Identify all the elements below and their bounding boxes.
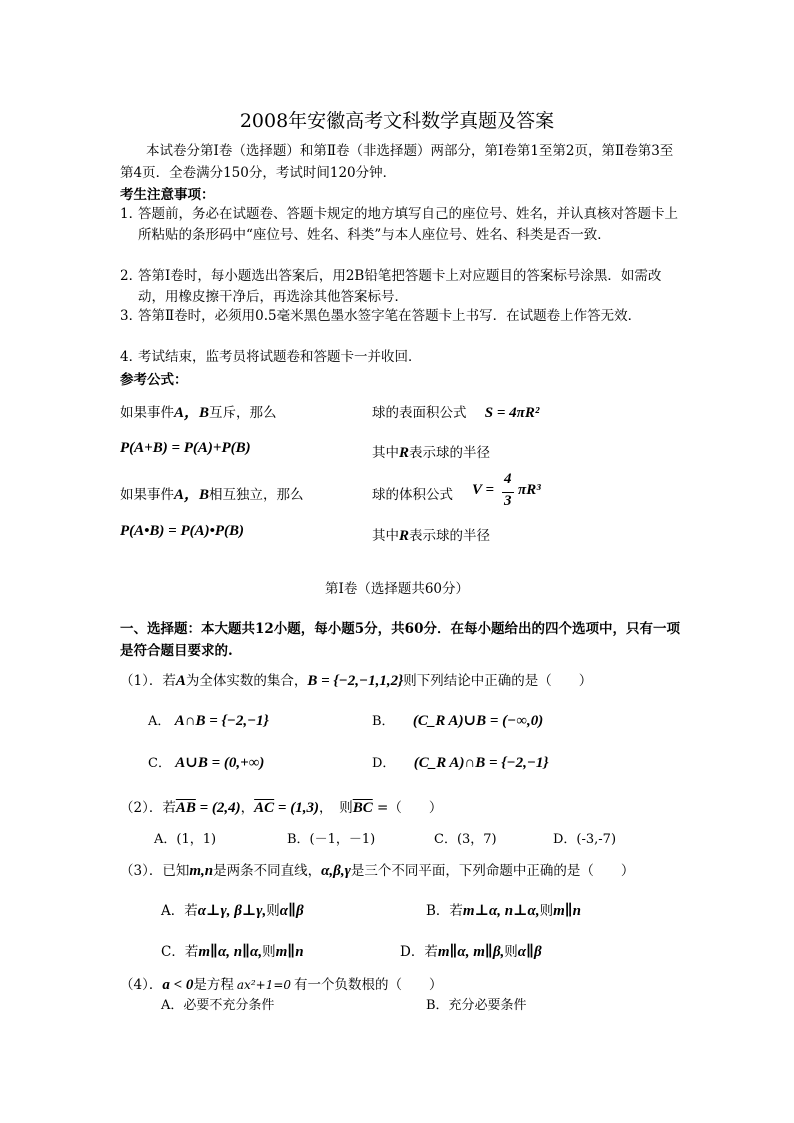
option-label: B． xyxy=(372,714,395,729)
formula-text: 球的表面积公式 xyxy=(372,405,467,421)
question-text: （4）． xyxy=(120,977,163,993)
option-formula: m∥n xyxy=(275,944,304,960)
question-3-stem xyxy=(120,859,634,880)
question-1-option-c xyxy=(148,752,264,772)
question-3-option-d xyxy=(400,940,542,961)
formula-text: 球的体积公式 xyxy=(372,487,453,503)
formula-exclusive-sum: P(A+B) = P(A)+P(B) xyxy=(120,440,251,456)
option-formula: (C_R A)∩B = {−2,−1} xyxy=(413,755,549,771)
vector-value: = (2,4) xyxy=(195,800,241,816)
vector-value: = (1,3) xyxy=(274,800,319,816)
formula-var: R xyxy=(399,445,410,461)
option-text: 则 xyxy=(539,903,554,919)
question-text: ， xyxy=(240,800,255,816)
formula-vars: A，B xyxy=(174,405,210,421)
page-title: 2008年安徽高考文科数学真题及答案 xyxy=(239,110,555,132)
section1-heading: 一、选择题：本大题共12小题，每小题5分，共60分．在每小题给出的四个选项中，只有一项是符合题目要求的. xyxy=(120,621,680,659)
option-formula: (C_R A)∪B = (−∞,0) xyxy=(412,713,544,729)
notice-number: 4． xyxy=(120,349,143,365)
question-text: 是两条不同直线， xyxy=(213,863,322,879)
notice-item xyxy=(120,204,680,246)
formula-text: 其中 xyxy=(372,445,399,461)
option-text: 则 xyxy=(262,944,276,960)
question-1-option-a xyxy=(148,710,269,730)
math-var: m,n xyxy=(189,863,214,879)
notice-text: 答第Ⅰ卷时，每小题选出答案后，用2B铅笔把答题卡上对应题目的答案标号涂黑．如需改动，用橡皮擦干净后，再选涂其他答案标号． xyxy=(138,268,662,305)
option-label: C． xyxy=(148,756,171,771)
question-text: 有一个负数根的（ ） xyxy=(294,977,443,993)
notice-item xyxy=(120,306,680,327)
formula-text: 如果事件 xyxy=(120,487,174,503)
math-set: B = {−2,−1,1,2} xyxy=(307,673,404,689)
notice-heading: 考生注意事项： xyxy=(120,187,215,203)
math-equation: ax²+1=0 xyxy=(236,978,292,992)
formula-lhs: V = xyxy=(472,482,495,498)
option-formula: m⊥α, n⊥α, xyxy=(462,903,540,919)
option-label: A．若 xyxy=(161,903,198,919)
fraction-numerator: 4 xyxy=(504,471,512,487)
formula-text: 表示球的半径 xyxy=(409,528,491,544)
question-3-option-c xyxy=(161,940,304,961)
option-text: 则 xyxy=(266,903,280,919)
question-2-option-b: B．(－1，－1) xyxy=(287,832,376,847)
notice-item xyxy=(120,347,680,368)
question-2-option-d: D．(-3,-7) xyxy=(553,832,617,847)
option-formula: α∥β xyxy=(279,903,304,919)
option-formula: A∪B = (0,+∞) xyxy=(175,755,265,771)
notice-number: 2． xyxy=(120,268,143,284)
math-condition: a < 0 xyxy=(162,977,194,993)
question-2-stem xyxy=(120,796,442,817)
question-4-option-b: B．充分必要条件 xyxy=(426,998,527,1013)
formulas-heading: 参考公式： xyxy=(120,372,188,388)
question-1-option-d xyxy=(372,752,549,772)
vector-ab: $\overline{AB}$ xyxy=(175,800,196,816)
option-formula: m∥n xyxy=(553,903,582,919)
notice-text: 答第Ⅱ卷时，必须用0.5毫米黑色墨水签字笔在答题卡上书写．在试题卷上作答无效． xyxy=(138,308,642,324)
question-1-stem xyxy=(120,669,592,690)
formula-right-4 xyxy=(372,524,490,545)
formula-text: 如果事件 xyxy=(120,405,174,421)
option-formula: m∥α, n∥α, xyxy=(198,944,263,960)
option-formula: α∥β xyxy=(517,944,542,960)
math-var: A xyxy=(175,673,186,689)
option-formula: α⊥γ, β⊥γ, xyxy=(197,903,267,919)
option-label: D． xyxy=(372,756,396,771)
option-text: 则 xyxy=(504,944,518,960)
option-label: D．若 xyxy=(400,944,438,960)
vector-bc: $\overline{BC}$ xyxy=(352,800,373,816)
notice-number: 3． xyxy=(120,308,143,324)
formula-text: 互斥，那么 xyxy=(209,405,277,421)
question-text: 则下列结论中正确的是（ ） xyxy=(403,673,593,689)
vector-ac: $\overline{AC}$ xyxy=(254,800,275,816)
option-formula: m∥α, m∥β, xyxy=(437,944,505,960)
question-text: =（ ） xyxy=(372,800,443,816)
question-2-option-c: C．(3，7) xyxy=(434,832,497,847)
question-text: ， 则 xyxy=(318,800,353,816)
question-2-option-a: A．(1，1) xyxy=(154,832,217,847)
option-label: A． xyxy=(148,714,171,729)
formula-text: 表示球的半径 xyxy=(409,445,491,461)
formula-rhs: πR³ xyxy=(518,482,541,498)
question-text: 是方程 xyxy=(193,977,234,993)
question-text: （3）．已知 xyxy=(120,863,190,879)
formula-right-1 xyxy=(372,401,539,422)
fraction-denominator: 3 xyxy=(504,493,512,509)
formula-var: R xyxy=(399,528,410,544)
question-text: 是三个不同平面，下列命题中正确的是（ ） xyxy=(350,863,635,879)
math-var: α,β,γ xyxy=(321,863,351,879)
option-label: B．若 xyxy=(426,903,463,919)
option-label: C．若 xyxy=(161,944,199,960)
question-1-option-b xyxy=(372,710,543,730)
formula-left-3 xyxy=(120,483,304,504)
formula-text: 其中 xyxy=(372,528,399,544)
notice-text: 考试结束，监考员将试题卷和答题卡一并收回． xyxy=(138,349,422,365)
question-4-stem xyxy=(120,973,443,994)
formula-vars: A，B xyxy=(174,487,210,503)
part1-heading: 第Ⅰ卷（选择题共60分） xyxy=(324,581,469,597)
notice-item xyxy=(120,266,680,308)
formula-text: 相互独立，那么 xyxy=(209,487,304,503)
notice-number: 1． xyxy=(120,206,143,222)
question-3-option-a xyxy=(161,899,304,920)
formula-independent-product: P(A•B) = P(A)•P(B) xyxy=(120,523,245,539)
question-3-option-b xyxy=(426,899,581,920)
notice-text: 答题前，务必在试题卷、答题卡规定的地方填写自己的座位号、姓名，并认真核对答题卡上所粘贴的条形码中“座位号、姓名、科类”与本人座位号、姓名、科类是否一致． xyxy=(138,206,678,243)
question-text: （2）．若 xyxy=(120,800,176,816)
intro-paragraph: 本试卷分第Ⅰ卷（选择题）和第Ⅱ卷（非选择题）两部分，第Ⅰ卷第1至第2页，第Ⅱ卷第3至第4页．全卷满分150分，考试时间120分钟． xyxy=(120,143,674,181)
question-text: 为全体实数的集合， xyxy=(185,673,308,689)
question-text: （1）．若 xyxy=(120,673,176,689)
formula-left-1 xyxy=(120,401,277,422)
sphere-area-formula: S = 4πR² xyxy=(484,405,540,421)
formula-right-2 xyxy=(372,441,490,462)
question-4-option-a: A．必要不充分条件 xyxy=(161,998,275,1013)
option-formula: A∩B = {−2,−1} xyxy=(174,713,269,729)
